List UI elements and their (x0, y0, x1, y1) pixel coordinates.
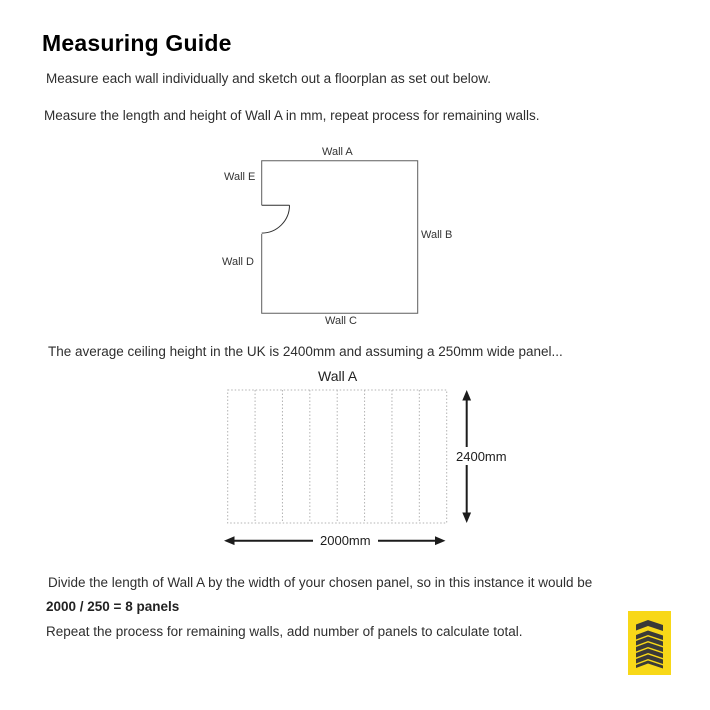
height-dimension-label: 2400mm (456, 449, 507, 464)
intro-line-1: Measure each wall individually and sketch out a floorplan as set out below. (46, 71, 492, 86)
calc-formula: 2000 / 250 = 8 panels (46, 599, 180, 614)
calc-line-2: Repeat the process for remaining walls, add number of panels to calculate total. (46, 624, 523, 639)
floorplan-outline (262, 161, 418, 314)
page-title: Measuring Guide (42, 30, 232, 56)
floorplan-wall-b-label: Wall B (421, 229, 453, 241)
panel-diagram-title: Wall A (318, 368, 358, 384)
panel-diagram (215, 385, 515, 550)
panel-dividers (255, 390, 419, 523)
floorplan-wall-e-label: Wall E (224, 171, 256, 183)
brand-logo (628, 611, 671, 675)
width-dimension-label: 2000mm (320, 533, 371, 548)
floorplan-wall-a-label: Wall A (322, 146, 353, 158)
door-swing-arc (262, 205, 290, 233)
intro-line-2: Measure the length and height of Wall A in mm, repeat process for remaining walls. (44, 108, 540, 123)
floorplan-wall-d-label: Wall D (222, 256, 254, 268)
ceiling-note: The average ceiling height in the UK is 2400mm and assuming a 250mm wide panel... (48, 344, 563, 359)
calc-line-1: Divide the length of Wall A by the width of your chosen panel, so in this instance it would be (48, 575, 593, 590)
floorplan-wall-c-label: Wall C (325, 315, 357, 327)
